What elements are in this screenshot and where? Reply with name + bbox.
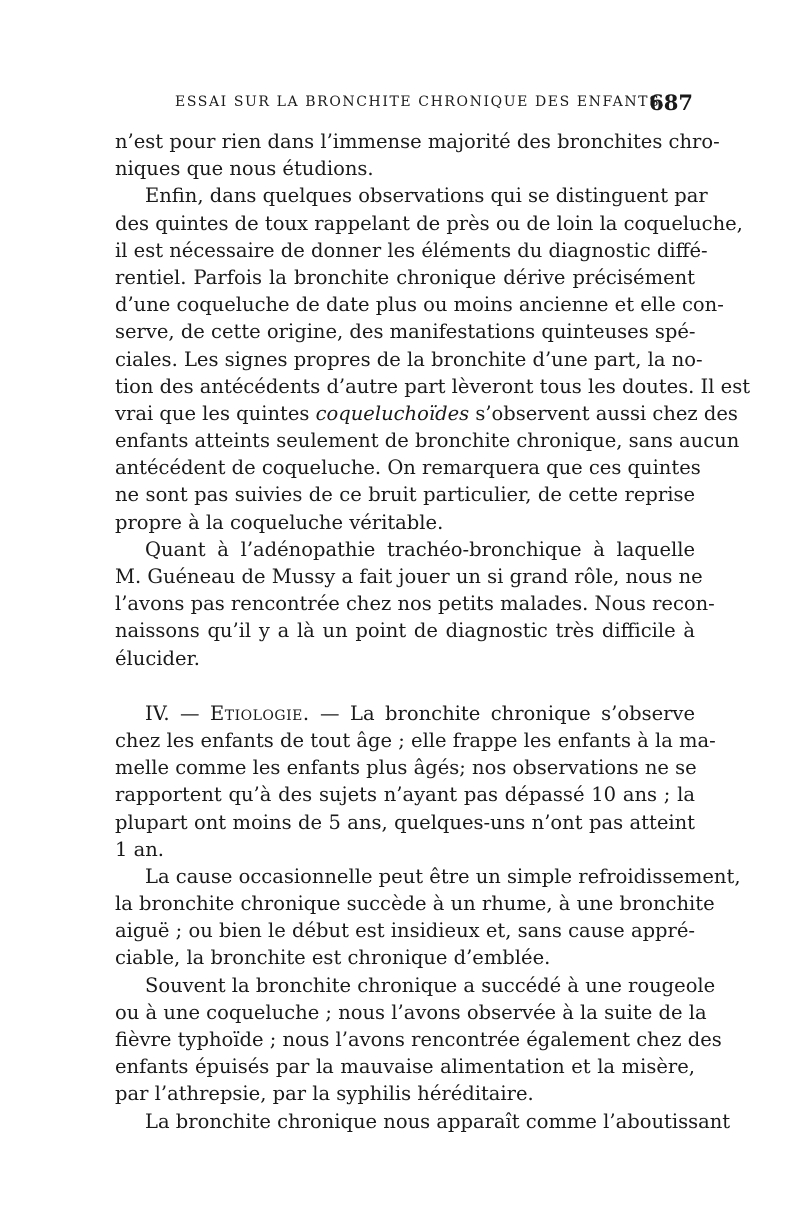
text-line: enfants atteints seulement de bronchite chronique, sans aucun xyxy=(115,429,740,453)
text-line: naissons qu’il y a là un point de diagnostic très difficile à xyxy=(115,619,695,643)
text-line: d’une coqueluche de date plus ou moins ancienne et elle con- xyxy=(115,293,724,317)
text-line: il est nécessaire de donner les éléments du diagnostic diffé- xyxy=(115,238,708,262)
text-line: l’avons pas rencontrée chez nos petits malades. Nous recon- xyxy=(115,592,715,616)
text-line: n’est pour rien dans l’immense majorité des bronchites chro- xyxy=(115,130,720,153)
text-line: melle comme les enfants plus âgés; nos observations ne se xyxy=(115,756,697,780)
text-line: 1 an. xyxy=(115,837,164,861)
text-line: rentiel. Parfois la bronchite chronique dérive précisément xyxy=(115,265,695,289)
page-number: 687 xyxy=(649,90,693,115)
text-line: la bronchite chronique succède à un rhume, à une bronchite xyxy=(115,892,715,916)
text-line: élucider. xyxy=(115,646,200,670)
italic-term: coqueluchoïdes xyxy=(315,401,470,425)
text-run: — La bronchite chronique s’observe xyxy=(309,701,695,725)
text-line xyxy=(115,400,738,427)
text-line: serve, de cette origine, des manifestations quinteuses spé- xyxy=(115,320,696,344)
text-line: M. Guéneau de Mussy a fait jouer un si grand rôle, nous ne xyxy=(115,565,703,588)
text-run: vrai que les quintes xyxy=(115,401,316,425)
text-line: par l’athrepsie, par la syphilis héréditaire. xyxy=(115,1082,534,1106)
text-line: ou à une coqueluche ; nous l’avons observée à la suite de la xyxy=(115,1000,707,1024)
text-line: ciales. Les signes propres de la bronchite d’une part, la no- xyxy=(115,347,703,371)
text-line: plupart ont moins de 5 ans, quelques-uns n’ont pas atteint xyxy=(115,810,695,834)
section-heading-line xyxy=(115,700,695,727)
text-line: niques que nous étudions. xyxy=(115,157,374,181)
text-line: La bronchite chronique nous apparaît comme l’aboutissant xyxy=(145,1109,731,1133)
text-line: fièvre typhoïde ; nous l’avons rencontrée également chez des xyxy=(115,1028,722,1051)
text-line: Quant à l’adénopathie trachéo-bronchique à laquelle xyxy=(145,537,695,561)
text-line: tion des antécédents d’autre part lèveront tous les doutes. Il est xyxy=(115,374,751,398)
text-line: Enfin, dans quelques observations qui se distinguent par xyxy=(145,184,708,208)
section-title: Etiologie. xyxy=(210,701,310,725)
body-text xyxy=(115,128,751,1135)
text-line: des quintes de toux rappelant de près ou de loin la coqueluche, xyxy=(115,211,743,235)
running-head: ESSAI SUR LA BRONCHITE CHRONIQUE DES ENFANTS. xyxy=(175,94,666,110)
text-line: rapportent qu’à des sujets n’ayant pas dépassé 10 ans ; la xyxy=(115,783,695,807)
text-line: La cause occasionnelle peut être un simple refroidissement, xyxy=(145,864,741,888)
text-line: propre à la coqueluche véritable. xyxy=(115,510,444,534)
text-line: Souvent la bronchite chronique a succédé à une rougeole xyxy=(145,973,716,997)
text-run: s’observent aussi chez des xyxy=(469,401,738,425)
text-line: ne sont pas suivies de ce bruit particulier, de cette reprise xyxy=(115,483,695,507)
page-header xyxy=(115,92,693,120)
text-line: enfants épuisés par la mauvaise alimentation et la misère, xyxy=(115,1055,695,1079)
text-line: aiguë ; ou bien le début est insidieux et, sans cause appré- xyxy=(115,919,695,943)
section-number: IV. — xyxy=(145,701,211,725)
text-line: ciable, la bronchite est chronique d’emblée. xyxy=(115,946,551,970)
text-line: antécédent de coqueluche. On remarquera que ces quintes xyxy=(115,456,701,480)
text-line: chez les enfants de tout âge ; elle frappe les enfants à la ma- xyxy=(115,728,716,752)
section-spacer xyxy=(115,672,695,700)
